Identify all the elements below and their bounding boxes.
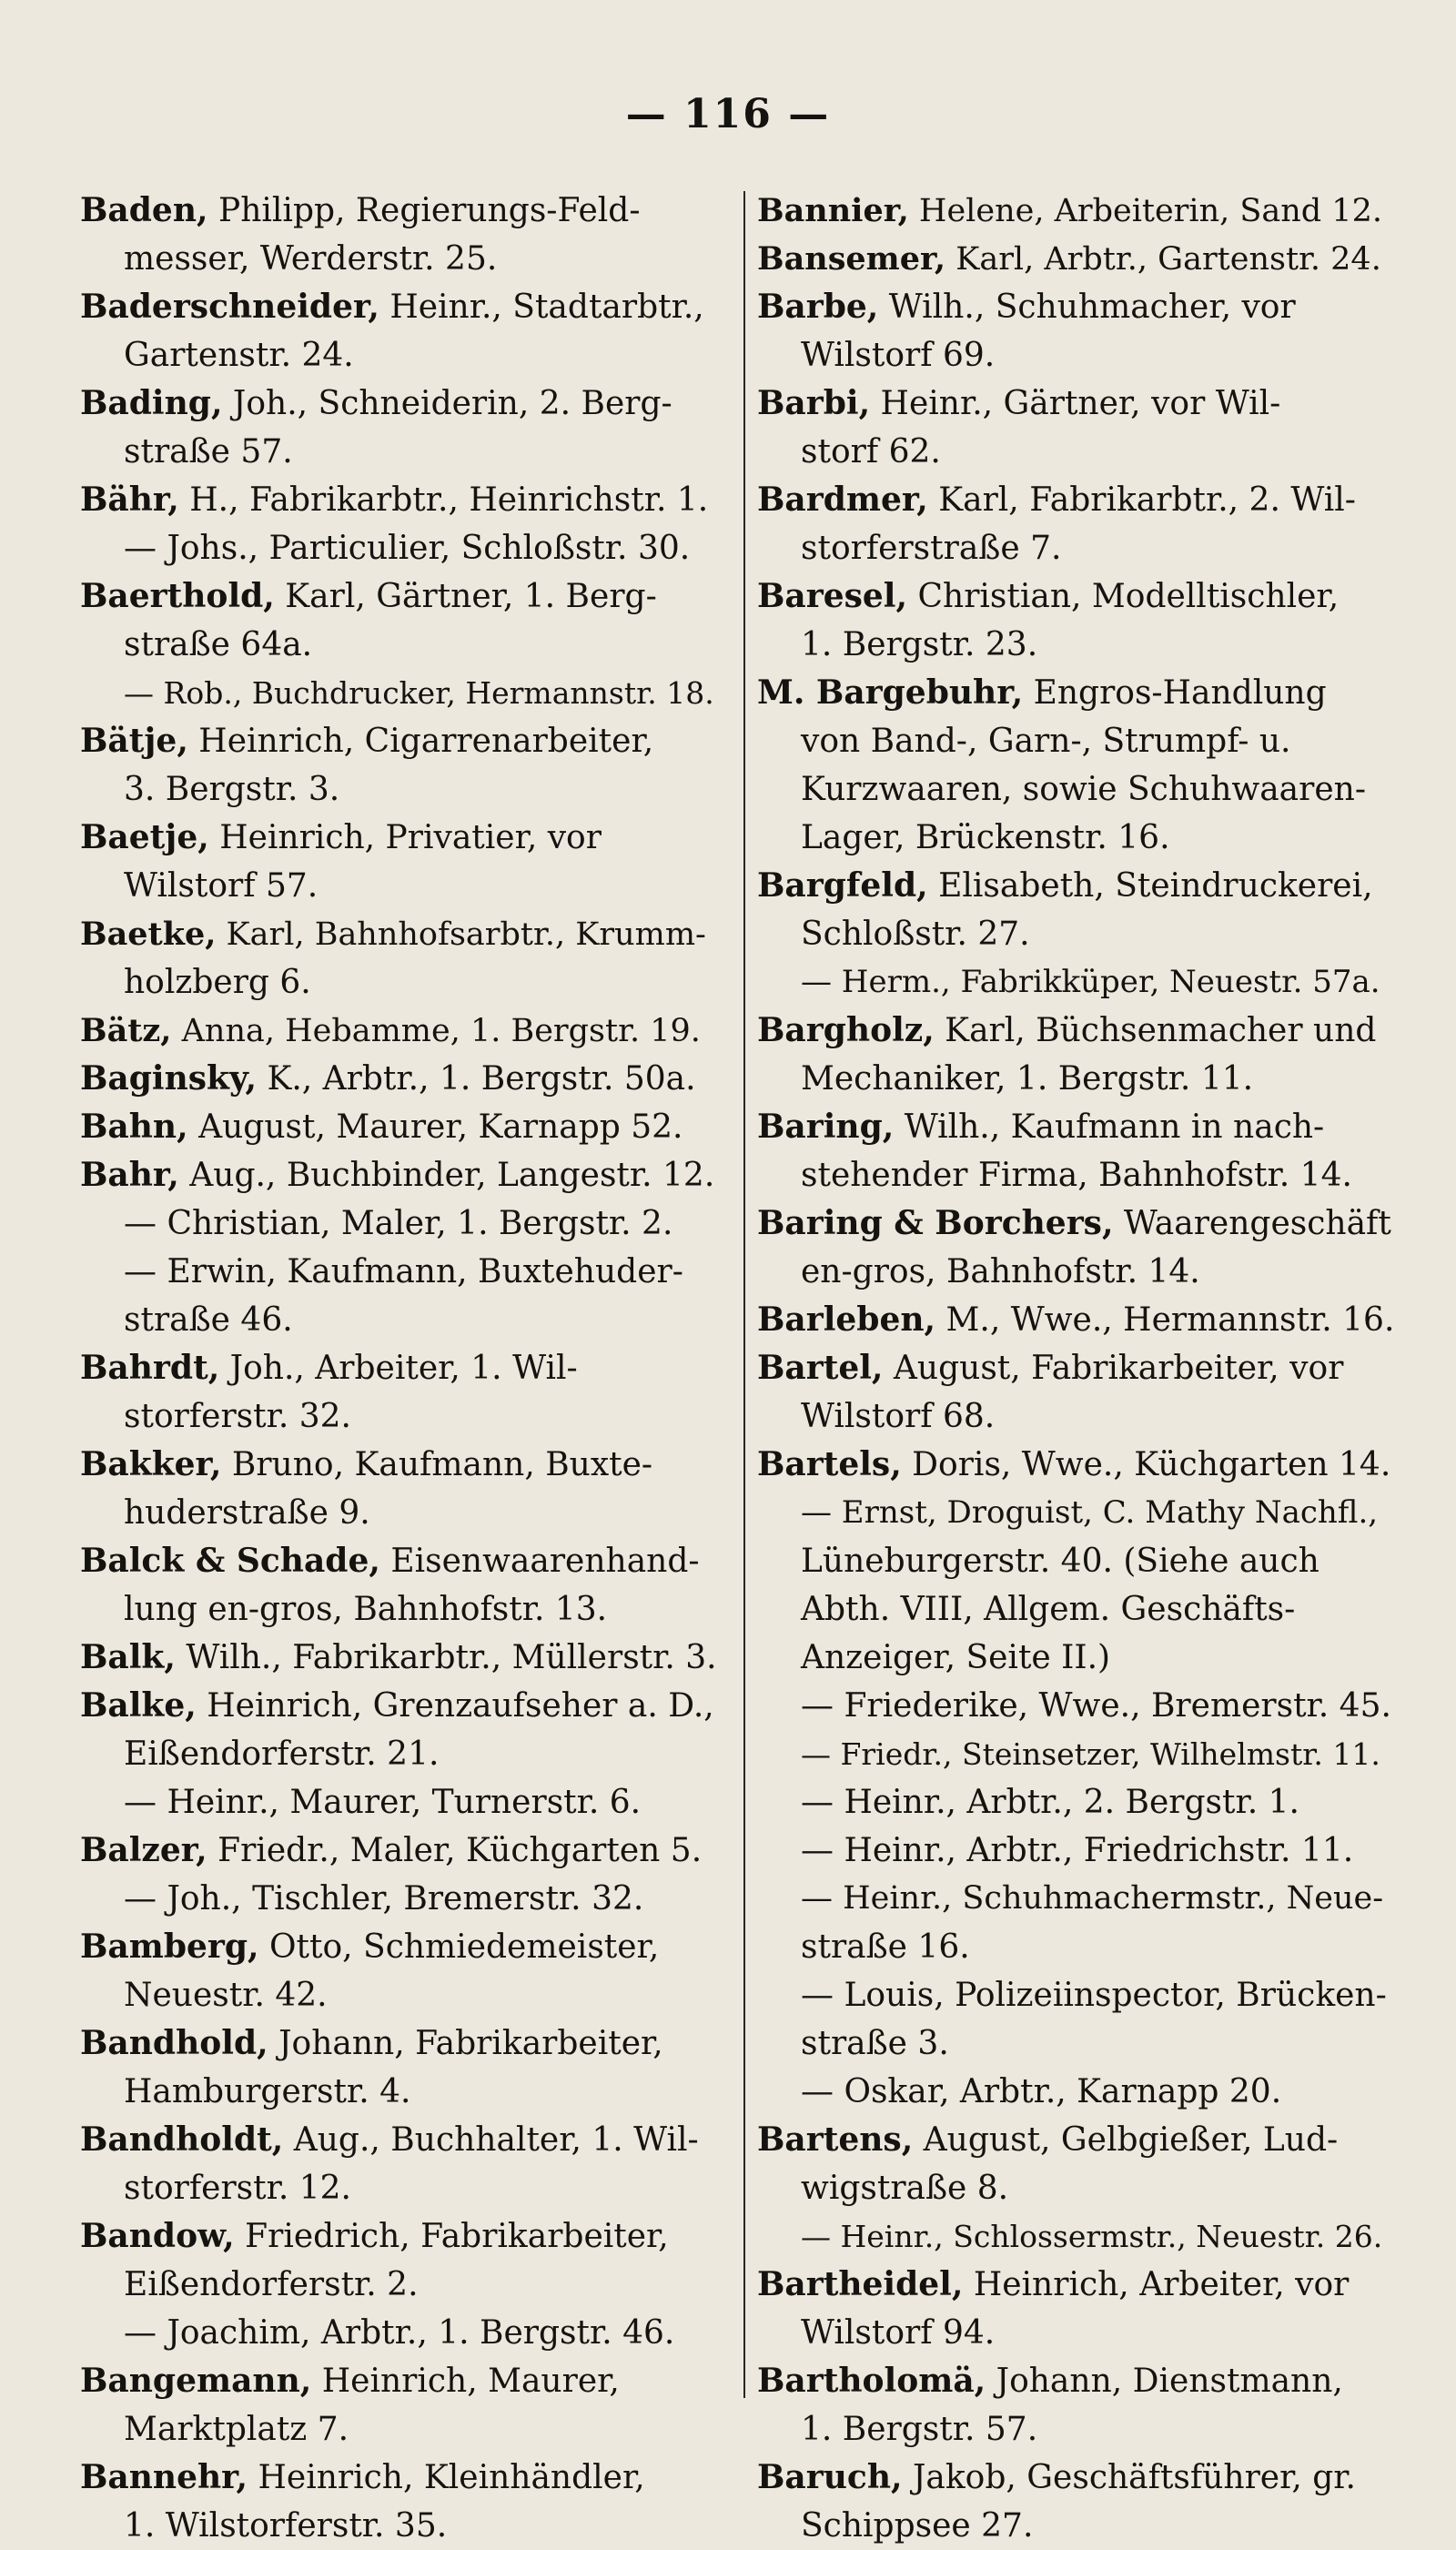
entry-text: Lüneburgerstr. 40. (Siehe auch: [801, 1543, 1320, 1580]
entry-name: Bandholdt,: [80, 2120, 284, 2159]
directory-line: [80, 1007, 717, 1055]
entry-name: Baruch,: [757, 2458, 903, 2496]
entry-text: Hamburgerstr. 4.: [124, 2073, 411, 2110]
entry-text: Otto, Schmiedemeister,: [258, 1928, 660, 1966]
directory-line: [757, 235, 1394, 283]
directory-line: [80, 2261, 717, 2309]
entry-text: H., Fabrikarbtr., Heinrichstr. 1.: [178, 481, 709, 519]
entry-name: Baderschneider,: [80, 288, 379, 326]
entry-text: — Heinr., Arbtr., 2. Bergstr. 1.: [801, 1784, 1299, 1821]
directory-line: [757, 283, 1394, 331]
entry-text: Eisenwaarenhand-: [379, 1543, 700, 1580]
entry-text: Mechaniker, 1. Bergstr. 11.: [801, 1060, 1254, 1098]
entry-text: — Joachim, Arbtr., 1. Bergstr. 46.: [124, 2314, 675, 2352]
directory-line: [757, 1875, 1394, 1923]
directory-line: [757, 958, 1394, 1007]
entry-text: Karl, Gärtner, 1. Berg-: [274, 578, 657, 615]
directory-line: [757, 717, 1394, 765]
directory-line: [80, 621, 717, 669]
entry-text: Anzeiger, Seite II.): [801, 1639, 1111, 1676]
directory-line: [80, 1971, 717, 2019]
entry-text: 1. Wilstorferstr. 35.: [124, 2507, 448, 2545]
directory-line: [757, 2405, 1394, 2454]
directory-line: [80, 1199, 717, 1248]
entry-text: 1. Bergstr. 57.: [801, 2411, 1038, 2448]
directory-line: [80, 2502, 717, 2550]
directory-line: [757, 1441, 1394, 1489]
directory-line: [80, 187, 717, 235]
directory-line: [757, 1248, 1394, 1296]
directory-line: [757, 524, 1394, 572]
entry-text: en-gros, Bahnhofstr. 14.: [801, 1253, 1200, 1290]
directory-line: [80, 1682, 717, 1730]
directory-line: [757, 862, 1394, 910]
entry-text: — Heinr., Schlossermstr., Neuestr. 26.: [801, 2219, 1383, 2254]
directory-line: [80, 717, 717, 765]
entry-text: — Friederike, Wwe., Bremerstr. 45.: [801, 1687, 1391, 1725]
entry-text: Schippsee 27.: [801, 2507, 1034, 2545]
directory-line: [757, 187, 1394, 235]
entry-text: Eißendorferstr. 21.: [124, 1735, 440, 1773]
entry-text: Eißendorferstr. 2.: [124, 2266, 419, 2303]
entry-text: Joh., Arbeiter, 1. Wil-: [219, 1350, 578, 1387]
directory-line: [80, 1875, 717, 1923]
entry-text: Wilstorf 68.: [801, 1398, 996, 1435]
entry-text: Heinr., Stadtarbtr.,: [379, 288, 704, 326]
entry-text: August, Maurer, Karnapp 52.: [187, 1108, 683, 1146]
directory-line: [80, 1441, 717, 1489]
directory-line: [757, 814, 1394, 862]
entry-text: Engros-Handlung: [1023, 674, 1327, 712]
directory-line: [80, 1392, 717, 1441]
directory-line: [757, 2212, 1394, 2261]
directory-line: [80, 1778, 717, 1826]
entry-name: Bartel,: [757, 1349, 884, 1387]
entry-text: — Heinr., Schuhmachermstr., Neue-: [801, 1880, 1384, 1917]
entry-text: stehender Firma, Bahnhofstr. 14.: [801, 1157, 1352, 1194]
entry-text: Lager, Brückenstr. 16.: [801, 819, 1170, 856]
directory-line: [80, 2116, 717, 2164]
entry-name: Barleben,: [757, 1300, 936, 1339]
entry-text: lung en-gros, Bahnhofstr. 13.: [124, 1591, 608, 1628]
entry-text: Karl, Arbtr., Gartenstr. 24.: [945, 241, 1381, 278]
directory-line: [80, 1585, 717, 1634]
directory-line: [80, 2454, 717, 2502]
entry-text: Philipp, Regierungs-Feld-: [207, 192, 641, 229]
directory-line: [80, 910, 717, 958]
entry-text: Aug., Buchbinder, Langestr. 12.: [178, 1157, 715, 1194]
entry-text: Heinrich, Maurer,: [311, 2363, 620, 2400]
entry-name: Bangemann,: [80, 2362, 312, 2400]
directory-line: [757, 2454, 1394, 2502]
entry-text: Schloßstr. 27.: [801, 916, 1030, 953]
entry-text: Anna, Hebamme, 1. Bergstr. 19.: [171, 1013, 701, 1049]
entry-name: Barbe,: [757, 288, 879, 326]
entry-name: Baetke,: [80, 916, 217, 953]
entry-text: M., Wwe., Hermannstr. 16.: [935, 1301, 1395, 1339]
entry-name: Bartheidel,: [757, 2265, 964, 2303]
directory-line: [757, 1392, 1394, 1441]
entry-text: — Herm., Fabrikküper, Neuestr. 57a.: [801, 964, 1380, 1000]
directory-line: [757, 1344, 1394, 1392]
directory-line: [80, 524, 717, 572]
directory-line: [757, 331, 1394, 379]
entry-name: Bading,: [80, 384, 223, 422]
directory-line: [80, 1248, 717, 1296]
entry-text: Johann, Fabrikarbeiter,: [268, 2025, 663, 2062]
directory-line: [80, 2405, 717, 2454]
entry-text: Heinrich, Grenzaufseher a. D.,: [196, 1687, 714, 1725]
entry-text: storferstr. 32.: [124, 1398, 351, 1435]
column-divider: [743, 191, 745, 2398]
entry-name: Bardmer,: [757, 481, 928, 519]
directory-line: [80, 2068, 717, 2116]
directory-line: [757, 1730, 1394, 1778]
entry-name: Bätje,: [80, 722, 188, 760]
directory-line: [757, 1007, 1394, 1055]
directory-line: [80, 283, 717, 331]
entry-text: Heinrich, Cigarrenarbeiter,: [187, 723, 654, 760]
entry-text: — Joh., Tischler, Bremerstr. 32.: [124, 1880, 644, 1918]
entry-name: Baetje,: [80, 818, 209, 856]
entry-text: — Erwin, Kaufmann, Buxtehuder-: [124, 1253, 683, 1290]
directory-line: [80, 1489, 717, 1537]
entry-name: Baden,: [80, 191, 208, 229]
directory-line: [80, 1826, 717, 1875]
entry-name: Bahrdt,: [80, 1349, 220, 1387]
entry-text: straße 16.: [801, 1928, 970, 1966]
entry-name: Baerthold,: [80, 577, 275, 615]
entry-text: Kurzwaaren, sowie Schuhwaaren-: [801, 771, 1366, 808]
directory-line: [757, 1923, 1394, 1971]
directory-line: [80, 1296, 717, 1344]
right-column: [757, 187, 1394, 2550]
entry-text: — Friedr., Steinsetzer, Wilhelmstr. 11.: [801, 1736, 1380, 1772]
directory-line: [80, 2019, 717, 2068]
entry-text: Aug., Buchhalter, 1. Wil-: [283, 2121, 699, 2159]
entry-text: Gartenstr. 24.: [124, 337, 354, 374]
directory-line: [757, 379, 1394, 428]
directory-line: [757, 1826, 1394, 1875]
entry-text: K., Arbtr., 1. Bergstr. 50a.: [257, 1060, 696, 1098]
directory-line: [80, 1730, 717, 1778]
directory-line: [80, 1537, 717, 1585]
entry-text: straße 57.: [124, 433, 293, 471]
directory-line: [757, 669, 1394, 717]
directory-line: [80, 2357, 717, 2405]
directory-line: [757, 1151, 1394, 1199]
directory-line: [757, 2068, 1394, 2116]
entry-text: Wilh., Kaufmann in nach-: [894, 1108, 1325, 1146]
entry-text: Johann, Dienstmann,: [986, 2363, 1343, 2400]
entry-text: straße 46.: [124, 1301, 293, 1339]
entry-text: Bruno, Kaufmann, Buxte-: [221, 1446, 653, 1483]
entry-name: Bargfeld,: [757, 866, 928, 905]
entry-text: Abth. VIII, Allgem. Geschäfts-: [801, 1591, 1296, 1628]
directory-line: [80, 1344, 717, 1392]
directory-line: [757, 2164, 1394, 2212]
entry-name: Baring,: [757, 1108, 895, 1146]
entry-text: Waarengeschäft: [1113, 1205, 1391, 1242]
directory-line: [80, 2164, 717, 2212]
entry-text: Helene, Arbeiterin, Sand 12.: [908, 193, 1382, 229]
directory-line: [757, 2502, 1394, 2550]
entry-text: 1. Bergstr. 23.: [801, 626, 1038, 663]
entry-name: Baginsky,: [80, 1059, 257, 1098]
entry-text: — Christian, Maler, 1. Bergstr. 2.: [124, 1205, 673, 1242]
entry-text: 3. Bergstr. 3.: [124, 771, 340, 808]
entry-text: — Rob., Buchdrucker, Hermannstr. 18.: [124, 675, 714, 711]
directory-line: [80, 669, 717, 717]
entry-text: holzberg 6.: [124, 964, 311, 1001]
page-number: — 116 —: [625, 91, 831, 137]
directory-line: [80, 814, 717, 862]
entry-text: Christian, Modelltischler,: [907, 578, 1340, 615]
directory-line: [757, 1199, 1394, 1248]
entry-text: Heinrich, Kleinhändler,: [248, 2459, 645, 2496]
entry-name: Bähr,: [80, 481, 179, 519]
entry-text: storferstr. 12.: [124, 2170, 351, 2207]
directory-line: [757, 428, 1394, 476]
entry-text: Wilstorf 94.: [801, 2314, 996, 2352]
directory-line: [757, 2261, 1394, 2309]
entry-text: messer, Werderstr. 25.: [124, 240, 498, 278]
entry-text: Heinrich, Privatier, vor: [208, 819, 602, 856]
entry-text: — Ernst, Droguist, C. Mathy Nachfl.,: [801, 1494, 1379, 1531]
directory-line: [80, 1055, 717, 1103]
entry-text: Wilh., Schuhmacher, vor: [878, 288, 1296, 326]
entry-name: Bamberg,: [80, 1928, 259, 1966]
entry-name: Bätz,: [80, 1012, 172, 1049]
directory-line: [80, 331, 717, 379]
entry-text: August, Fabrikarbeiter, vor: [883, 1350, 1344, 1387]
entry-name: M. Bargebuhr,: [757, 673, 1024, 712]
directory-line: [80, 958, 717, 1007]
entry-name: Balck & Schade,: [80, 1542, 380, 1580]
directory-line: [757, 2019, 1394, 2068]
entry-text: — Heinr., Arbtr., Friedrichstr. 11.: [801, 1832, 1354, 1869]
entry-text: — Heinr., Maurer, Turnerstr. 6.: [124, 1784, 642, 1821]
entry-text: Jakob, Geschäftsführer, gr.: [902, 2459, 1356, 2496]
directory-line: [757, 2357, 1394, 2405]
entry-text: straße 3.: [801, 2025, 949, 2062]
entry-name: Balk,: [80, 1638, 176, 1676]
directory-line: [757, 1778, 1394, 1826]
entry-name: Balzer,: [80, 1831, 207, 1869]
directory-line: [757, 1296, 1394, 1344]
directory-line: [757, 572, 1394, 621]
directory-line: [80, 572, 717, 621]
entry-text: Friedr., Maler, Küchgarten 5.: [207, 1832, 703, 1869]
entry-text: Wilstorf 69.: [801, 337, 996, 374]
entry-name: Bartholomä,: [757, 2362, 986, 2400]
entry-text: Marktplatz 7.: [124, 2411, 349, 2448]
entry-name: Bannehr,: [80, 2458, 248, 2496]
directory-line: [80, 379, 717, 428]
entry-name: Baresel,: [757, 577, 908, 615]
entry-name: Balke,: [80, 1686, 197, 1725]
directory-line: [757, 765, 1394, 814]
entry-text: Joh., Schneiderin, 2. Berg-: [222, 385, 672, 422]
entry-name: Bannier,: [757, 192, 909, 229]
directory-line: [757, 1489, 1394, 1537]
directory-line: [80, 765, 717, 814]
directory-line: [757, 1055, 1394, 1103]
entry-text: — Oskar, Arbtr., Karnapp 20.: [801, 2073, 1282, 2110]
directory-line: [80, 1103, 717, 1151]
entry-text: Doris, Wwe., Küchgarten 14.: [901, 1446, 1391, 1483]
entry-text: huderstraße 9.: [124, 1494, 370, 1532]
entry-name: Baring & Borchers,: [757, 1204, 1114, 1242]
entry-name: Bandhold,: [80, 2024, 268, 2062]
directory-line: [80, 862, 717, 910]
directory-line: [757, 910, 1394, 958]
directory-line: [80, 476, 717, 524]
entry-text: Karl, Fabrikarbtr., 2. Wil-: [927, 481, 1356, 519]
directory-line: [80, 428, 717, 476]
directory-line: [757, 621, 1394, 669]
entry-name: Bartens,: [757, 2120, 914, 2159]
entry-name: Bansemer,: [757, 240, 946, 278]
directory-line: [757, 1537, 1394, 1585]
directory-line: [757, 1634, 1394, 1682]
directory-line: [757, 1682, 1394, 1730]
entry-text: — Louis, Polizeiinspector, Brücken-: [801, 1977, 1387, 2014]
directory-line: [757, 1103, 1394, 1151]
entry-name: Bahn,: [80, 1108, 188, 1146]
entry-name: Bahr,: [80, 1156, 179, 1194]
entry-text: — Johs., Particulier, Schloßstr. 30.: [124, 530, 691, 567]
directory-line: [80, 2212, 717, 2261]
left-column: [80, 187, 717, 2550]
directory-line: [80, 2309, 717, 2357]
directory-line: [757, 2116, 1394, 2164]
directory-line: [80, 1923, 717, 1971]
entry-text: Karl, Büchsenmacher und: [934, 1012, 1377, 1049]
entry-text: August, Gelbgießer, Lud-: [913, 2121, 1339, 2159]
directory-line: [757, 1585, 1394, 1634]
directory-line: [757, 476, 1394, 524]
entry-text: Wilh., Fabrikarbtr., Müllerstr. 3.: [175, 1639, 717, 1676]
entry-text: storf 62.: [801, 433, 941, 471]
entry-text: Friedrich, Fabrikarbeiter,: [234, 2218, 669, 2255]
directory-line: [80, 235, 717, 283]
entry-name: Bartels,: [757, 1445, 902, 1483]
entry-text: Heinr., Gärtner, vor Wil-: [870, 385, 1281, 422]
entry-text: von Band-, Garn-, Strumpf- u.: [801, 723, 1291, 760]
directory-line: [80, 1151, 717, 1199]
entry-name: Bargholz,: [757, 1011, 935, 1049]
entry-text: storferstraße 7.: [801, 530, 1062, 567]
directory-line: [757, 2309, 1394, 2357]
entry-text: Heinrich, Arbeiter, vor: [963, 2266, 1350, 2303]
entry-name: Bandow,: [80, 2217, 235, 2255]
directory-line: [80, 1634, 717, 1682]
entry-name: Barbi,: [757, 384, 871, 422]
entry-text: Elisabeth, Steindruckerei,: [927, 867, 1373, 905]
entry-text: wigstraße 8.: [801, 2170, 1009, 2207]
entry-text: straße 64a.: [124, 626, 313, 663]
entry-text: Neuestr. 42.: [124, 1977, 328, 2014]
entry-text: Karl, Bahnhofsarbtr., Krumm-: [216, 916, 706, 953]
directory-line: [757, 1971, 1394, 2019]
entry-name: Bakker,: [80, 1445, 222, 1483]
entry-text: Wilstorf 57.: [124, 867, 318, 905]
